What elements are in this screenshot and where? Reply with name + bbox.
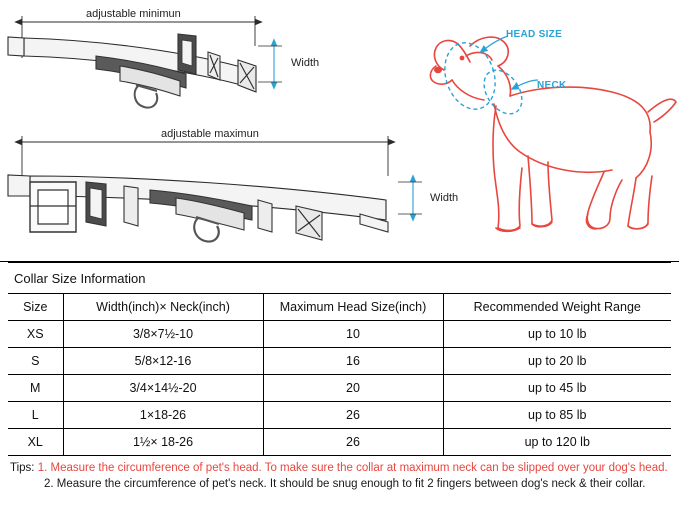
label-neck: NECK (537, 80, 567, 91)
label-head-size: HEAD SIZE (506, 29, 563, 40)
cell-size: M (8, 375, 63, 402)
table-row (8, 375, 671, 402)
cell-head-size: 10 (263, 321, 443, 348)
cell-width-neck: 1×18-26 (63, 402, 263, 429)
label-width-bottom: Width (430, 192, 459, 204)
cell-width-neck: 5/8×12-16 (63, 348, 263, 375)
table-row (8, 429, 671, 456)
tips-label: Tips: (10, 462, 35, 474)
section-title: Collar Size Information (8, 262, 671, 294)
size-information-section (8, 262, 671, 456)
column-header-width-neck: Width(inch)× Neck(inch) (63, 294, 263, 321)
column-header-head-size: Maximum Head Size(inch) (263, 294, 443, 321)
collar-min-graphic (8, 16, 256, 108)
cell-weight: up to 10 lb (443, 321, 671, 348)
cell-size: L (8, 402, 63, 429)
column-header-weight: Recommended Weight Range (443, 294, 671, 321)
cell-head-size: 26 (263, 429, 443, 456)
table-row (8, 348, 671, 375)
cell-size: S (8, 348, 63, 375)
collar-max-graphic (8, 136, 388, 242)
table-row (8, 402, 671, 429)
cell-size: XS (8, 321, 63, 348)
cell-width-neck: 3/4×14½-20 (63, 375, 263, 402)
label-adjustable-minimum: adjustable minimun (86, 8, 181, 20)
tips-section (10, 460, 670, 492)
cell-weight: up to 20 lb (443, 348, 671, 375)
cell-weight: up to 120 lb (443, 429, 671, 456)
neck-leader (518, 80, 538, 86)
table-row (8, 321, 671, 348)
tips-first-line (10, 460, 670, 476)
tips-line-2: 2. Measure the circumference of pet's neck. It should be snug enough to fit 2 fingers between dog's neck & their collar. (44, 478, 646, 490)
label-adjustable-maximum: adjustable maximun (161, 128, 259, 140)
cell-weight: up to 85 lb (443, 402, 671, 429)
size-table (8, 294, 671, 456)
cell-width-neck: 3/8×7½-10 (63, 321, 263, 348)
table-header-row (8, 294, 671, 321)
cell-size: XL (8, 429, 63, 456)
label-width-top: Width (291, 57, 320, 69)
cell-width-neck: 1½× 18-26 (63, 429, 263, 456)
cell-weight: up to 45 lb (443, 375, 671, 402)
width-dimension-top (258, 46, 282, 82)
dog-graphic (430, 37, 676, 231)
column-header-size: Size (8, 294, 63, 321)
cell-head-size: 16 (263, 348, 443, 375)
tips-line-1: 1. Measure the circumference of pet's head. To make sure the collar at maximum neck can be slipped over your dog's head. (37, 462, 668, 474)
width-dimension-bottom (398, 182, 422, 214)
cell-head-size: 20 (263, 375, 443, 402)
cell-head-size: 26 (263, 402, 443, 429)
